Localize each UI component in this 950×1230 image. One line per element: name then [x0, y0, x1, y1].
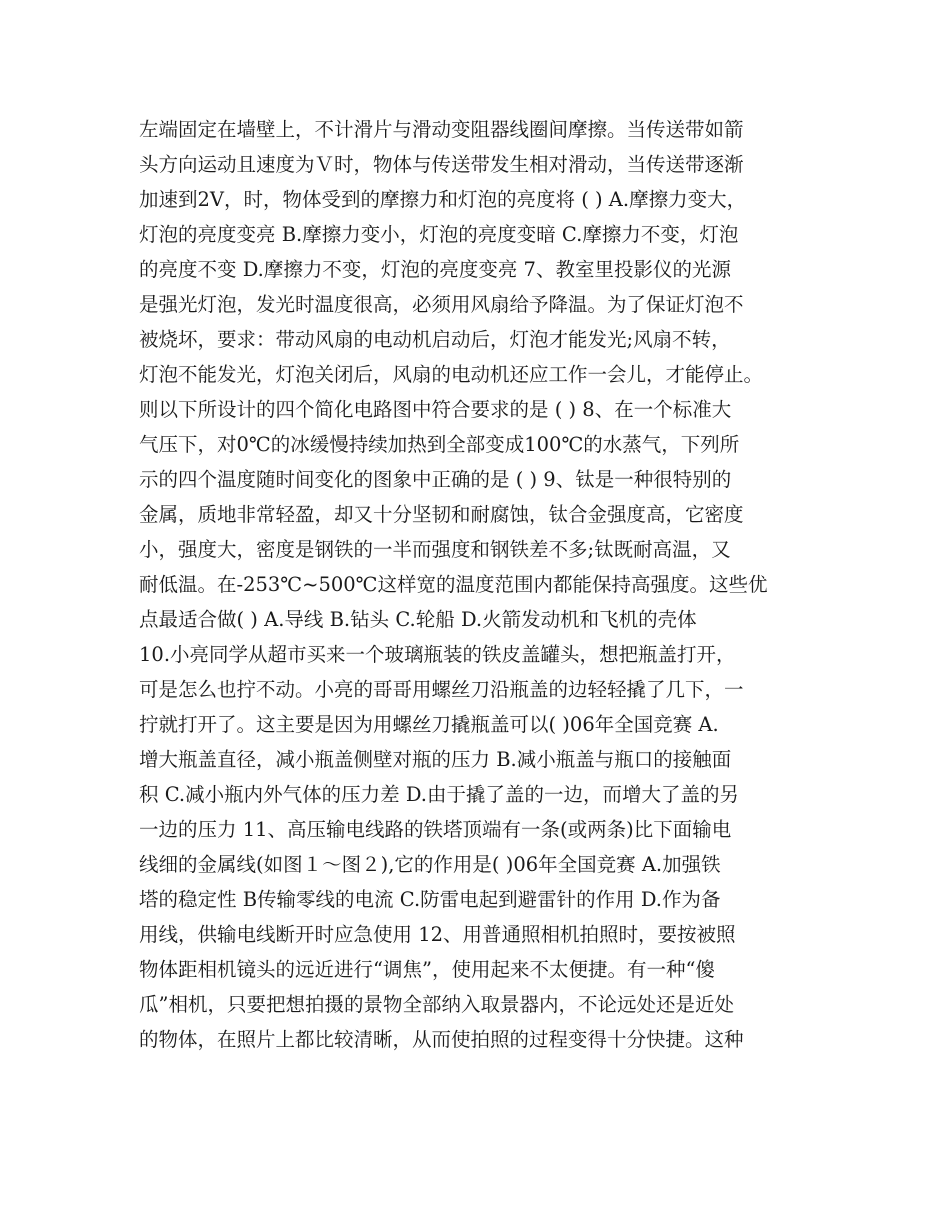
text-line: 灯泡的亮度变亮 B.摩擦力变小，灯泡的亮度变暗 C.摩擦力不变，灯泡 — [139, 223, 739, 246]
text-line: 被烧坏，要求：带动风扇的电动机启动后，灯泡才能发光;风扇不转， — [139, 328, 731, 351]
text-line: 增大瓶盖直径，减小瓶盖侧壁对瓶的压力 B.减小瓶盖与瓶口的接触面 — [139, 748, 732, 771]
body-text — [139, 112, 839, 1057]
text-line: 的物体，在照片上都比较清晰，从而使拍照的过程变得十分快捷。这种 — [139, 1028, 744, 1051]
text-line: 左端固定在墙壁上，不计滑片与滑动变阻器线圈间摩擦。当传送带如箭 — [139, 118, 744, 141]
text-line: 小，强度大，密度是钢铁的一半而强度和钢铁差不多;钛既耐高温，又 — [139, 538, 731, 561]
text-line: 灯泡不能发光，灯泡关闭后，风扇的电动机还应工作一会儿，才能停止。 — [139, 363, 764, 386]
text-line: 耐低温。在-253℃~500℃这样宽的温度范围内都能保持高强度。这些优 — [139, 573, 768, 596]
text-line: 瓜”相机，只要把想拍摄的景物全部纳入取景器内，不论远处还是近处 — [139, 993, 734, 1016]
text-line: 点最适合做( ) A.导线 B.钻头 C.轮船 D.火箭发动机和飞机的壳体 — [139, 608, 697, 631]
text-line: 头方向运动且速度为Ｖ时，物体与传送带发生相对滑动，当传送带逐渐 — [139, 153, 744, 176]
text-line: 示的四个温度随时间变化的图象中正确的是 ( ) 9、钛是一种很特别的 — [139, 468, 732, 491]
text-line: 可是怎么也拧不动。小亮的哥哥用螺丝刀沿瓶盖的边轻轻撬了几下，一 — [139, 678, 744, 701]
text-line: 用线，供输电线断开时应急使用 12、用普通照相机拍照时，要按被照 — [139, 923, 736, 946]
text-line: 金属，质地非常轻盈，却又十分坚韧和耐腐蚀，钛合金强度高，它密度 — [139, 503, 744, 526]
text-line: 10.小亮同学从超市买来一个玻璃瓶装的铁皮盖罐头，想把瓶盖打开， — [139, 643, 736, 666]
text-line: 一边的压力 11、高压输电线路的铁塔顶端有一条(或两条)比下面输电 — [139, 818, 732, 841]
text-line: 的亮度不变 D.摩擦力不变，灯泡的亮度变亮 7、教室里投影仪的光源 — [139, 258, 731, 281]
text-line: 物体距相机镜头的远近进行“调焦”，使用起来不太便捷。有一种“傻 — [139, 958, 715, 981]
text-line: 则以下所设计的四个简化电路图中符合要求的是 ( ) 8、在一个标准大 — [139, 398, 732, 421]
text-line: 加速到2V，时，物体受到的摩擦力和灯泡的亮度将 ( ) A.摩擦力变大， — [139, 188, 747, 211]
text-line: 气压下，对0℃的冰缓慢持续加热到全部变成100℃的水蒸气，下列所 — [139, 433, 740, 456]
text-line: 塔的稳定性 B传输零线的电流 C.防雷电起到避雷针的作用 D.作为备 — [139, 888, 721, 911]
text-line: 线细的金属线(如图１～图２),它的作用是( )06年全国竞赛 A.加强铁 — [139, 853, 721, 876]
text-line: 积 C.减小瓶内外气体的压力差 D.由于撬了盖的一边，而增大了盖的另 — [139, 783, 739, 806]
text-line: 拧就打开了。这主要是因为用螺丝刀撬瓶盖可以( )06年全国竞赛 A. — [139, 713, 719, 736]
text-line: 是强光灯泡，发光时温度很高，必须用风扇给予降温。为了保证灯泡不 — [139, 293, 744, 316]
